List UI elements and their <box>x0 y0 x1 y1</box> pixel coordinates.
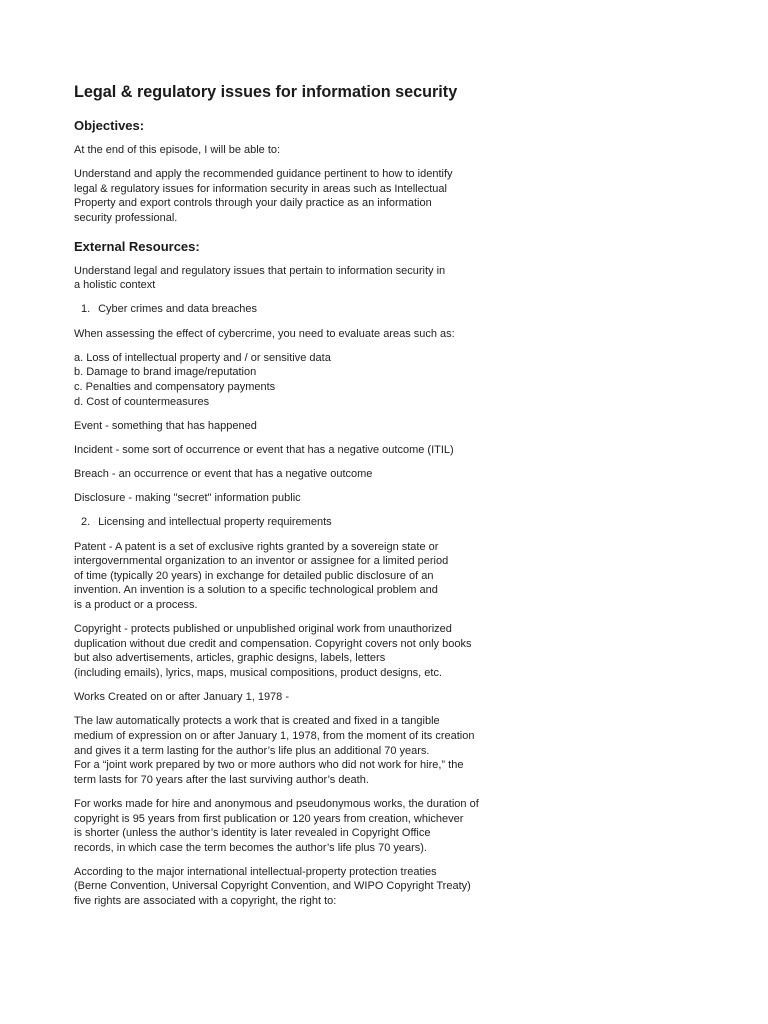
list-item-number: 2. <box>81 516 91 529</box>
list-item: b. Damage to brand image/reputation <box>74 366 257 379</box>
list-item: c. Penalties and compensatory payments <box>74 380 276 393</box>
list-item-licensing <box>74 515 708 530</box>
list-item-number: 1. <box>81 303 91 316</box>
copyright-paragraph: Copyright - protects published or unpublished original work from unauthorized duplication without due credit and compensation. Copyright covers not only books but also advertisements, articles, graphic designs, labels, letters (including emails), lyrics, maps, musical compositions, product designs, etc. <box>74 623 472 679</box>
works-for-hire-paragraph: For works made for hire and anonymous and pseudonymous works, the duration of copyright is 95 years from first publication or 120 years from creation, whichever is shorter (unless the author’s identity is later revealed in Copyright Office records, in which case the term becomes the author’s life plus 70 years). <box>74 797 479 854</box>
list-item: d. Cost of countermeasures <box>74 395 210 408</box>
event-definition: Event - something that has happened <box>74 419 257 432</box>
document-title: Legal & regulatory issues for information security <box>74 83 458 101</box>
objective-paragraph: Understand and apply the recommended guidance pertinent to how to identify legal & regulatory issues for information security in areas such as Intellectual Property and export controls through your daily practice as an information security professional. <box>74 168 453 224</box>
treaties-paragraph: According to the major international intellectual-property protection treaties (Berne Convention, Universal Copyright Convention, and WIPO Copyright Treaty) five rights are associated with a copyright, the right to: <box>74 865 471 908</box>
patent-paragraph: Patent - A patent is a set of exclusive rights granted by a sovereign state or intergovernmental organization to an inventor or assignee for a limited period of time (typically 20 years) in exchange for detailed public disclosure of an invention. An invention is a solution to a specific technological problem and is a product or a process. <box>74 540 449 611</box>
works-created-paragraph: Works Created on or after January 1, 1978 - <box>74 691 290 704</box>
holistic-paragraph: Understand legal and regulatory issues that pertain to information security in a holistic context <box>74 264 446 292</box>
list-item-cyber-crimes <box>74 302 708 317</box>
disclosure-definition: Disclosure - making "secret" information public <box>74 492 301 505</box>
list-item-text: Cyber crimes and data breaches <box>98 303 258 316</box>
objectives-heading: Objectives: <box>74 118 145 133</box>
areas-list <box>74 351 708 409</box>
incident-definition: Incident - some sort of occurrence or event that has a negative outcome (ITIL) <box>74 443 454 456</box>
list-item: a. Loss of intellectual property and / or sensitive data <box>74 351 331 364</box>
intro-paragraph: At the end of this episode, I will be able to: <box>74 144 281 156</box>
law-paragraph: The law automatically protects a work that is created and fixed in a tangible medium of expression on or after January 1, 1978, from the moment of its creation and gives it a term lasting for the author’s life plus an additional 70 years. For a “joint work prepared by two or more authors who did not work for hire,” the term lasts for 70 years after the last surviving author’s death. <box>74 715 475 786</box>
list-item-text: Licensing and intellectual property requirements <box>98 516 332 529</box>
breach-definition: Breach - an occurrence or event that has a negative outcome <box>74 468 373 481</box>
external-resources-heading: External Resources: <box>74 238 200 254</box>
assessing-paragraph: When assessing the effect of cybercrime, you need to evaluate areas such as: <box>74 327 455 340</box>
